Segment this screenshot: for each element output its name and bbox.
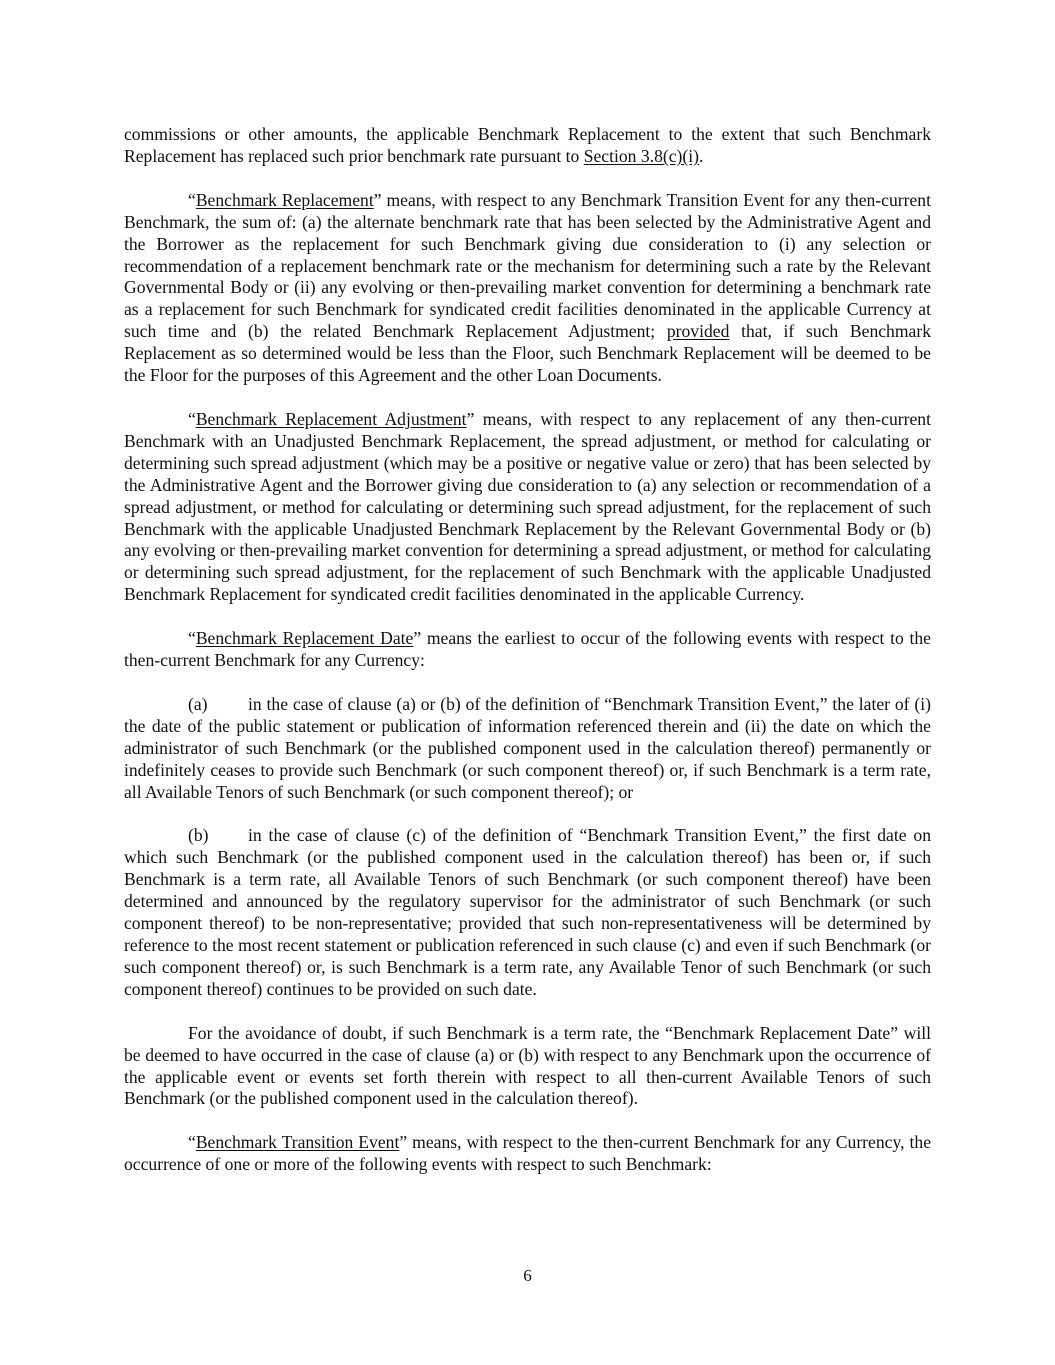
- document-page: [124, 124, 931, 1198]
- paragraph-text: .: [699, 145, 704, 166]
- avoidance-of-doubt-paragraph: [124, 1023, 931, 1111]
- provided-term: provided: [666, 321, 730, 342]
- definition-benchmark-replacement: [124, 190, 931, 387]
- definition-text: ” means, with respect to the then-current Benchmark for any Currency, the occurrence of one or more of the following events with respect to such Benchmark:: [124, 1132, 931, 1175]
- definition-benchmark-replacement-adjustment: [124, 409, 931, 606]
- defined-term: Benchmark Transition Event: [195, 1132, 400, 1153]
- clause-text: in the case of clause (c) of the definition of “Benchmark Transition Event,” the first date on which such Benchmark (or the published component used in the calculation thereof) has been or, if such Benchmark is a term rate, all Available Tenors of such Benchmark (or such component thereof) have been determined and announced by the regulatory supervisor for the administrator of such Benchmark (or such component thereof) to be non-representative; provided that such non-representativeness will be determined by reference to the most recent statement or publication referenced in such clause (c) and even if such Benchmark (or such component thereof) or, is such Benchmark is a term rate, any Available Tenor of such Benchmark (or such component thereof) continues to be provided on such date.: [124, 825, 931, 999]
- clause-a: [124, 694, 931, 804]
- definition-text: ” means, with respect to any replacement of any then-current Benchmark with an Unadjusted Benchmark Replacement, the spread adjustment, or method for calculating or determining such spread adjustment (which may be a positive or negative value or zero) that has been selected by the Administrative Agent and the Borrower giving due consideration to (a) any selection or recommendation of a spread adjustment, or method for calculating or determining such spread adjustment, for the replacement of such Benchmark with the applicable Unadjusted Benchmark Replacement by the Relevant Governmental Body or (b) any evolving or then-prevailing market convention for determining a spread adjustment, or method for calculating or determining such spread adjustment, for the replacement of such Benchmark with the applicable Unadjusted Benchmark Replacement for syndicated credit facilities denominated in the applicable Currency.: [124, 408, 931, 605]
- clause-label: (a): [188, 693, 208, 714]
- page-number: 6: [523, 1266, 532, 1285]
- open-quote: “: [188, 1132, 196, 1153]
- open-quote: “: [188, 408, 196, 429]
- definition-text: ” means, with respect to any Benchmark Transition Event for any then-current Benchmark, the sum of: (a) the alternate benchmark rate that has been selected by the Administrative Agent and the Borrower as the replacement for such Benchmark giving due consideration to (i) any selection or recommendation of a replacement benchmark rate or the mechanism for determining such a rate by the Relevant Governmental Body or (ii) any evolving or then-prevailing market convention for determining a benchmark rate as a replacement for such Benchmark for syndicated credit facilities denominated in the applicable Currency at such time and (b) the related Benchmark Replacement Adjustment;: [124, 189, 931, 342]
- definition-text: ” means the earliest to occur of the following events with respect to the then-current Benchmark for any Currency:: [124, 628, 931, 671]
- definition-text: that, if such Benchmark Replacement as so determined would be less than the Floor, such Benchmark Replacement will be deemed to be the Floor for the purposes of this Agreement and the other Loan Documents.: [124, 321, 931, 386]
- clause-b: [124, 825, 931, 1000]
- section-reference-link: Section 3.8(c)(i): [583, 145, 699, 166]
- clause-text: in the case of clause (a) or (b) of the definition of “Benchmark Transition Event,” the later of (i) the date of the public statement or publication of information referenced therein and (ii) the date on which the administrator of such Benchmark (or the published component used in the calculation thereof) permanently or indefinitely ceases to provide such Benchmark (or such component thereof) or, if such Benchmark is a term rate, all Available Tenors of such Benchmark (or such component thereof); or: [124, 693, 931, 802]
- paragraph-continuation: [124, 124, 931, 168]
- defined-term: Benchmark Replacement Date: [195, 628, 414, 649]
- open-quote: “: [188, 628, 196, 649]
- definition-benchmark-transition-event: [124, 1132, 931, 1176]
- defined-term: Benchmark Replacement: [195, 189, 374, 210]
- defined-term: Benchmark Replacement Adjustment: [195, 408, 467, 429]
- definition-benchmark-replacement-date: [124, 628, 931, 672]
- paragraph-text: commissions or other amounts, the applicable Benchmark Replacement to the extent that such Benchmark Replacement has replaced such prior benchmark rate pursuant to: [124, 124, 931, 166]
- open-quote: “: [188, 189, 196, 210]
- paragraph-text: For the avoidance of doubt, if such Benchmark is a term rate, the “Benchmark Replacement Date” will be deemed to have occurred in the case of clause (a) or (b) with respect to any Benchmark upon the occurrence of the applicable event or events set forth therein with respect to all then-current Available Tenors of such Benchmark (or the published component used in the calculation thereof).: [124, 1022, 931, 1109]
- clause-label: (b): [188, 825, 209, 846]
